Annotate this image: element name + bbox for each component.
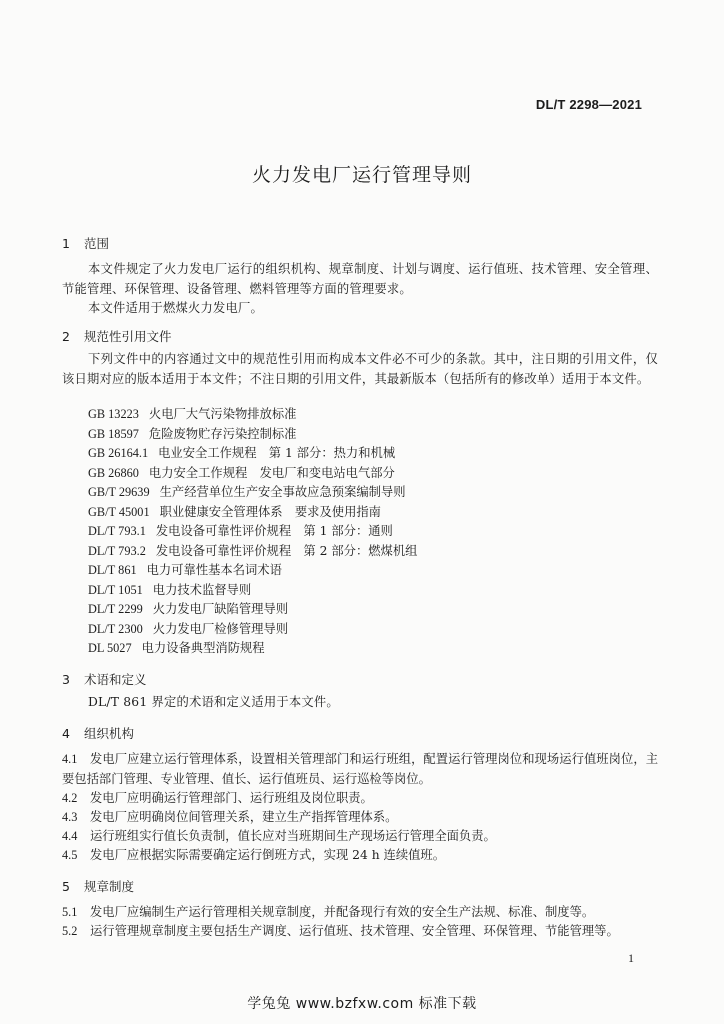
clause-text: 运行班组实行值长负责制，值长应对当班期间生产现场运行管理全面负责。 [90,829,496,843]
scope-paragraph: 本文件规定了火力发电厂运行的组织机构、规章制度、计划与调度、运行值班、技术管理、安全管理、节能管理、环保管理、设备管理、燃料管理等方面的管理要求。 [62,262,658,296]
reference-item [88,600,417,620]
reference-item [88,483,417,503]
clause-number: 4.4 [62,829,78,843]
scope-applicability: 本文件适用于燃煤火力发电厂。 [88,301,263,315]
page-number: 1 [628,951,634,965]
reference-title: 电力安全工作规程 发电厂和变电站电气部分 [148,465,395,480]
reference-list [88,405,417,659]
clause-number: 5.1 [62,905,78,919]
section-heading-5 [62,877,134,895]
reference-title: 职业健康安全管理体系 要求及使用指南 [159,504,381,519]
reference-code: GB 13223 [88,407,139,421]
reference-code: DL/T 2300 [88,621,143,636]
reference-code: DL/T 1051 [88,582,143,597]
clause-text: 发电厂应根据实际需要确定运行倒班方式，实现 24 h 连续值班。 [90,848,446,862]
clause-4-3 [62,808,658,828]
normative-references-intro: 下列文件中的内容通过文中的规范性引用而构成本文件必不可少的条款。其中，注日期的引用文件，仅该日期对应的版本适用于本文件；不注日期的引用文件，其最新版本（包括所有的修改单）适用于本文件。 [62,352,658,386]
clause-number: 4.3 [62,810,78,824]
clause-text: 发电厂应明确岗位间管理关系，建立生产指挥管理体系。 [90,810,398,824]
reference-title: 危险废物贮存污染控制标准 [148,426,297,441]
section-heading-4 [62,724,134,742]
reference-code: DL/T 2299 [88,602,143,616]
terms-paragraph: DL/T 861 界定的术语和定义适用于本文件。 [88,695,339,709]
reference-item [88,405,417,425]
clause-5-2 [62,922,658,942]
section-number: 5 [62,879,70,894]
reference-code: GB 18597 [88,426,139,441]
reference-code: DL/T 793.1 [88,524,146,538]
clause-text: 发电厂应编制生产运行管理相关规章制度，并配备现行有效的安全生产法规、标准、制度等。 [90,905,595,919]
reference-item [88,561,417,581]
section-title: 范围 [84,236,110,251]
section-number: 1 [62,236,70,251]
clause-text: 发电厂应明确运行管理部门、运行班组及岗位职责。 [90,791,373,805]
clause-number: 4.2 [62,791,78,805]
section-number: 2 [62,329,70,344]
reference-code: DL 5027 [88,641,132,655]
section-number: 4 [62,726,70,741]
clause-4-5 [62,846,658,866]
section-title: 术语和定义 [84,672,147,687]
reference-item [88,444,417,464]
reference-code: GB/T 45001 [88,504,150,519]
reference-item [88,522,417,542]
reference-title: 火力发电厂缺陷管理导则 [152,602,289,616]
reference-item [88,581,417,601]
clause-5-1 [62,903,658,923]
clause-number: 4.1 [62,752,78,766]
section-title: 规章制度 [84,879,135,894]
reference-title: 发电设备可靠性评价规程 第 1 部分：通则 [155,524,393,538]
section-number: 3 [62,672,70,687]
reference-code: DL/T 793.2 [88,543,146,558]
document-title: 火力发电厂运行管理导则 [251,164,472,186]
reference-title: 火力发电厂检修管理导则 [152,621,289,636]
reference-code: GB 26860 [88,465,139,480]
clause-4-4 [62,827,658,847]
reference-title: 电力设备典型消防规程 [141,641,265,655]
reference-code: GB 26164.1 [88,446,149,460]
section-title: 规范性引用文件 [84,329,172,344]
reference-title: 电力可靠性基本名词术语 [146,563,282,577]
clause-4-1 [62,750,658,789]
section-title: 组织机构 [84,726,135,741]
reference-item [88,620,417,640]
reference-item [88,425,417,445]
reference-title: 生产经营单位生产安全事故应急预案编制导则 [159,485,406,499]
clause-text: 发电厂应建立运行管理体系，设置相关管理部门和运行班组，配置运行管理岗位和现场运行值班岗位，主要包括部门管理、专业管理、值长、运行值班员、运行巡检等岗位。 [62,752,658,786]
section-heading-3 [62,670,147,688]
reference-code: DL/T 861 [88,563,137,577]
reference-title: 电业安全工作规程 第 1 部分：热力和机械 [158,446,396,460]
reference-code: GB/T 29639 [88,485,150,499]
clause-number: 4.5 [62,848,78,862]
clause-number: 5.2 [62,924,78,938]
reference-item [88,639,417,659]
clause-text: 运行管理规章制度主要包括生产调度、运行值班、技术管理、安全管理、环保管理、节能管理等。 [90,924,619,938]
standard-number: DL/T 2298—2021 [535,97,642,112]
reference-title: 电力技术监督导则 [152,582,252,597]
clause-4-2 [62,789,658,809]
section-heading-1 [62,234,109,252]
reference-item [88,464,417,484]
reference-title: 发电设备可靠性评价规程 第 2 部分：燃煤机组 [155,543,418,558]
footer-watermark: 学兔兔 www.bzfxw.com 标准下载 [247,996,477,1012]
reference-item [88,503,417,523]
reference-item [88,542,417,562]
section-heading-2 [62,327,172,345]
reference-title: 火电厂大气污染物排放标准 [148,407,297,421]
